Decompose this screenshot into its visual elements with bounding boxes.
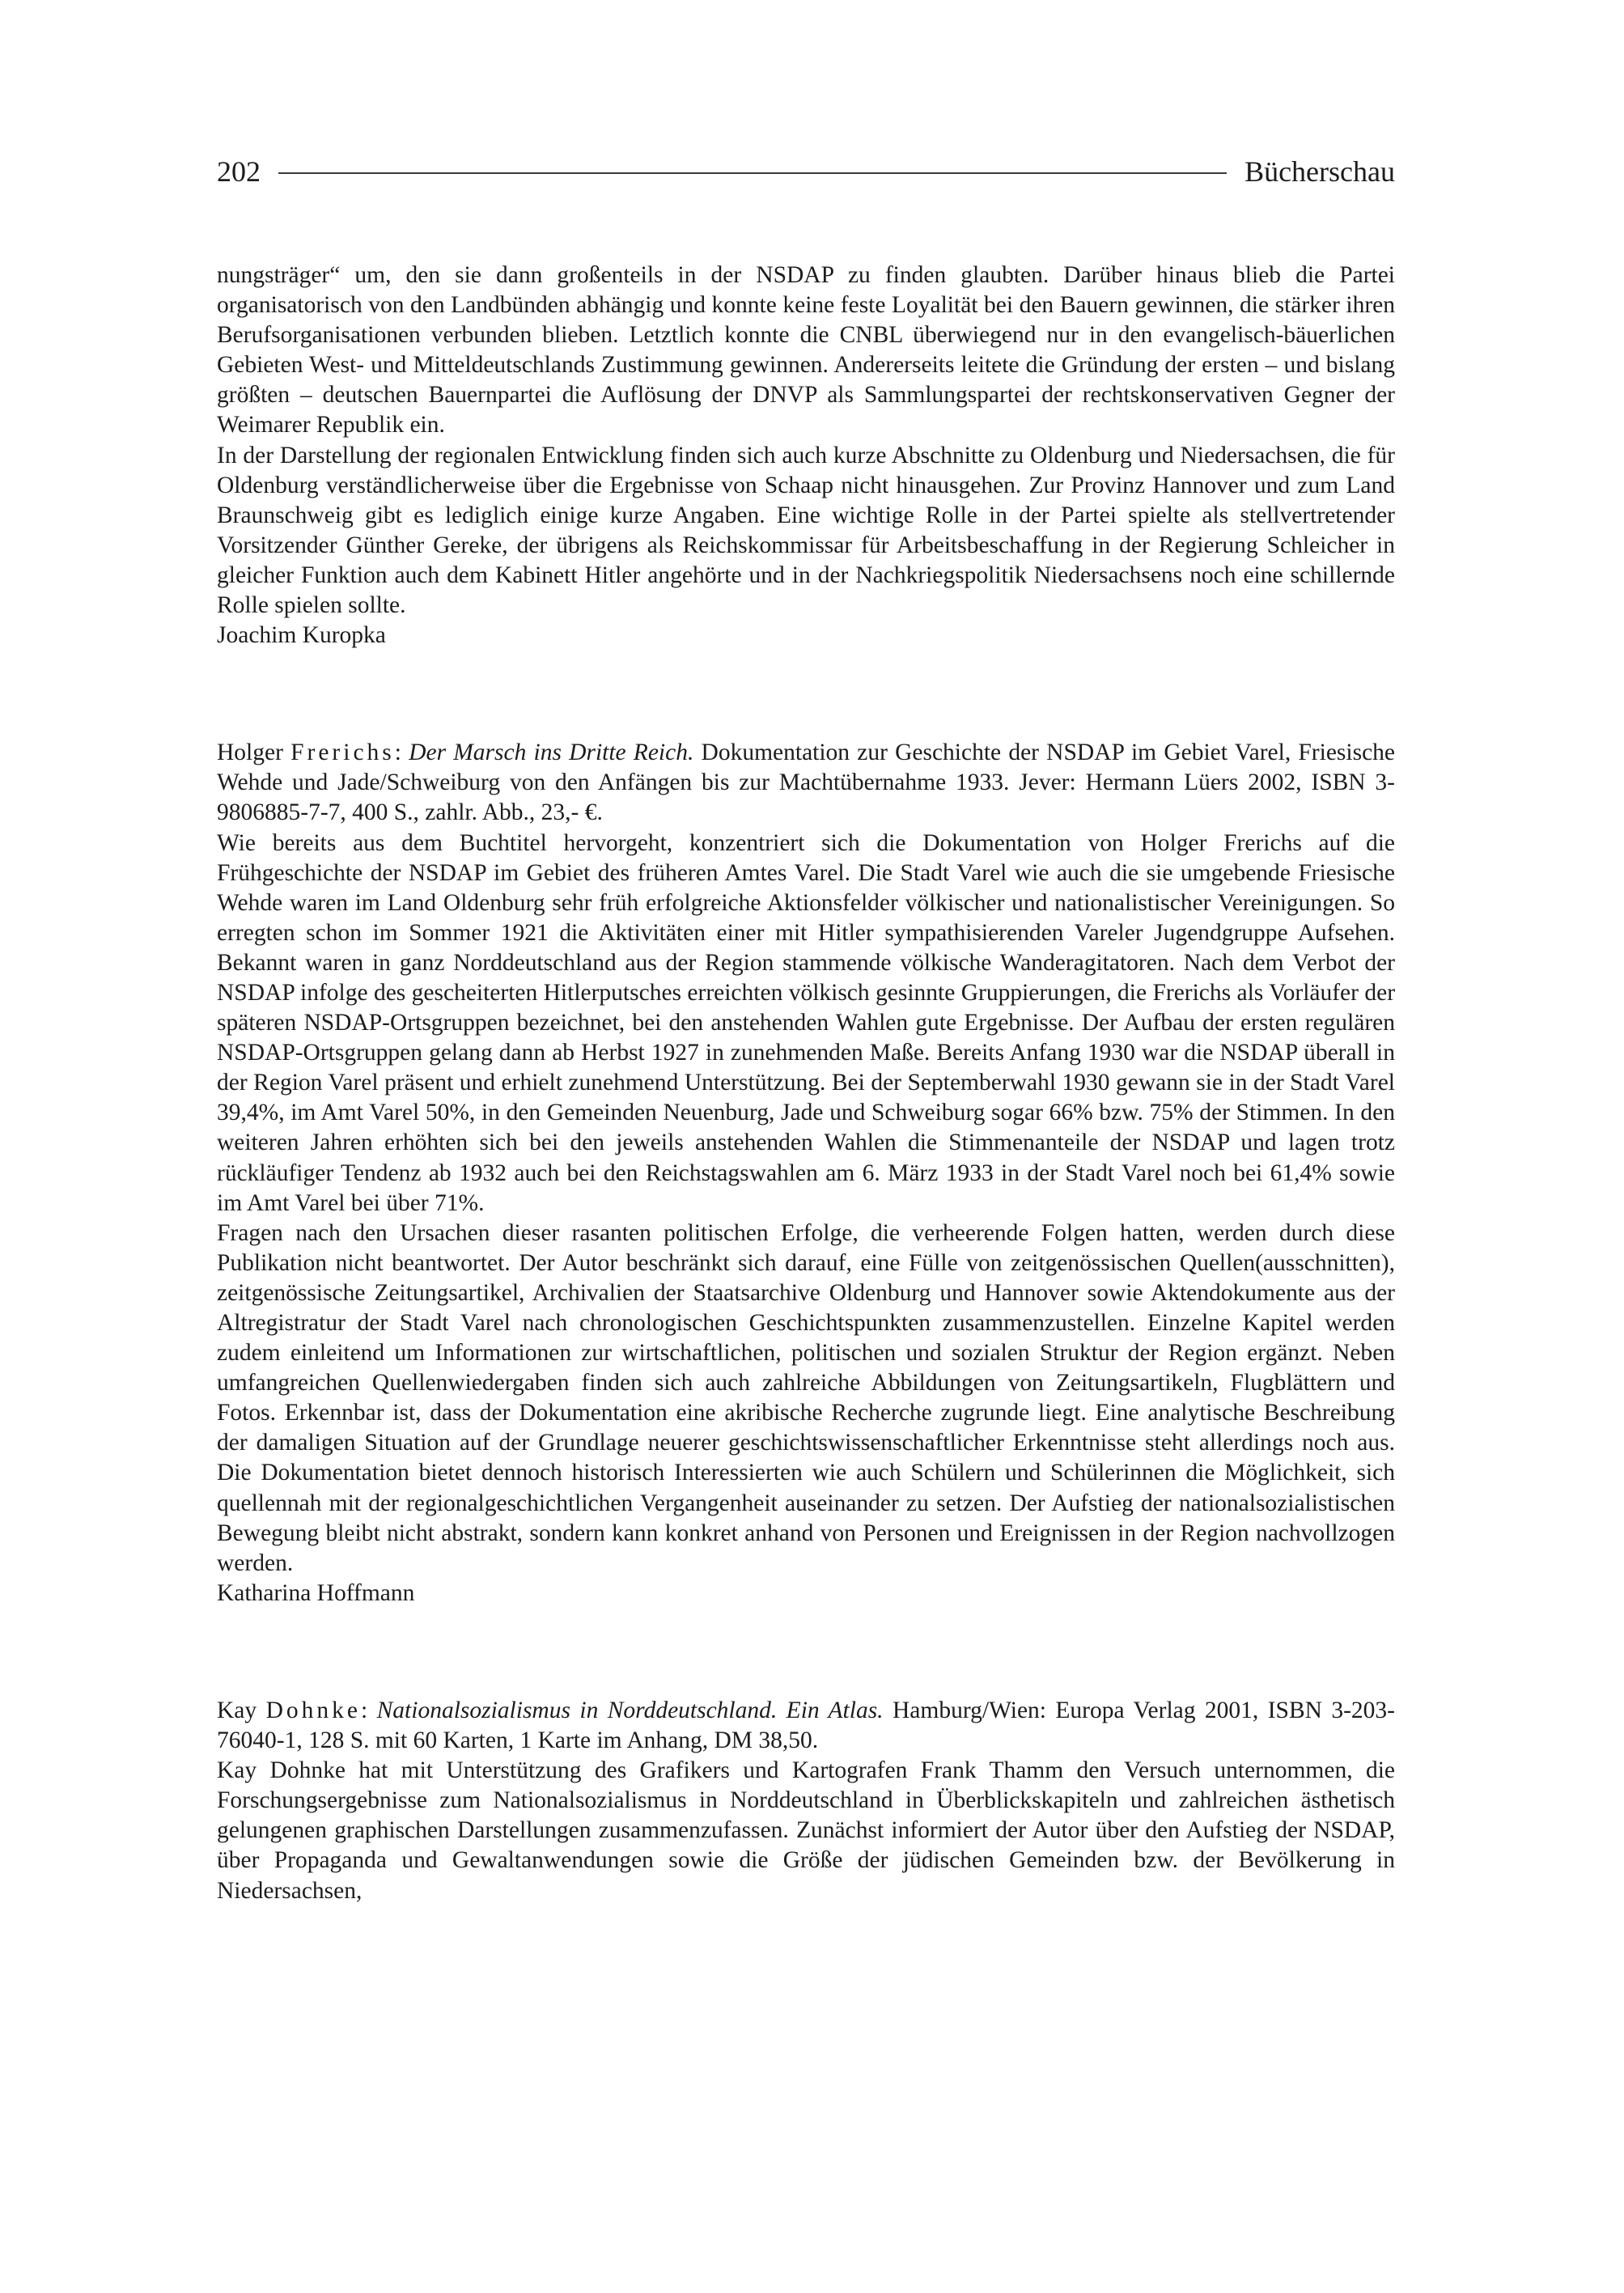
page-content [217,261,1395,1906]
header-rule [278,172,1227,174]
bibliography-details: Dokumentation zur Geschichte der NSDAP im Gebiet Varel, Friesische Wehde und Jade/Schweiburg von den Anfängen bis zur Machtübernahme 1933. Jever: Hermann Lüers 2002, ISBN 3-9806885-7-7, 400 S., zahlr. Abb., 23,- €. [217,740,1396,826]
author-last-name: Frerichs [290,740,395,766]
reviewer-name: Katharina Hoffmann [217,1579,415,1606]
review-paragraph: Wie bereits aus dem Buchtitel hervorgeht, konzentriert sich die Dokumentation von Holger Frerichs auf die Frühgeschichte der NSDAP im Gebiet des früheren Amtes Varel. Die Stadt Varel wie auch die sie umgebende Friesische Wehde waren im Land Oldenburg sehr früh erfolgreiche Aktionsfelder völkischer und nationalistischer Vereinigungen. So erregten schon im Sommer 1921 die Aktivitäten einer mit Hitler sympathisierenden Vareler Jugendgruppe Aufsehen. Bekannt waren in ganz Norddeutschland aus der Region stammende völkische Wanderagitatoren. Nach dem Verbot der NSDAP infolge des gescheiterten Hitlerputsches erreichten völkisch gesinnte Gruppierungen, die Frerichs als Vorläufer der späteren NSDAP-Ortsgruppen bezeichnet, bei den anstehenden Wahlen gute Ergebnisse. Der Aufbau der ersten regulären NSDAP-Ortsgruppen gelang dann ab Herbst 1927 in zunehmenden Maße. Bereits Anfang 1930 war die NSDAP überall in der Region Varel präsent und erhielt zunehmend Unterstützung. Bei der Septemberwahl 1930 gewann sie in der Stadt Varel 39,4%, im Amt Varel 50%, in den Gemeinden Neuenburg, Jade und Schweiburg sogar 66% bzw. 75% der Stimmen. In den weiteren Jahren erhöhten sich bei den jeweils anstehenden Wahlen die Stimmenanteile der NSDAP und lagen trotz rückläufiger Tendenz ab 1932 auch bei den Reichstagswahlen am 6. März 1933 in der Stadt Varel noch bei 61,4% sowie im Amt Varel bei über 71%. [217,829,1396,1216]
reviewer-name: Joachim Kuropka [217,622,386,649]
bibliographic-entry: Holger Frerichs: Der Marsch ins Dritte Reich. Dokumentation zur Geschichte der NSDAP im Gebiet Varel, Friesische Wehde und Jade/Schweiburg von den Anfängen bis zur Machtübernahme 1933. Jever: Hermann Lüers 2002, ISBN 3-9806885-7-7, 400 S., zahlr. Abb., 23,- €. [217,740,1396,826]
review-dohnke [217,1696,1395,1906]
running-head [217,154,1395,189]
section-gap [217,651,1395,738]
review-paragraph: Kay Dohnke hat mit Unterstützung des Grafikers und Kartografen Frank Thamm den Versuch unternommen, die Forschungsergebnisse zum Nationalsozialismus in Norddeutschland in Überblickskapiteln und zahlreichen ästhetisch gelungenen graphischen Darstellungen zusammenzufassen. Zunächst informiert der Autor über den Aufstieg der NSDAP, über Propaganda und Gewaltanwendungen sowie die Größe der jüdischen Gemeinden bzw. der Bevölkerung in Niedersachsen, [217,1757,1395,1904]
review-paragraph: nungsträger“ um, den sie dann großenteils in der NSDAP zu finden glaubten. Darüber hinaus blieb die Partei organisatorisch von den Landbünden abhängig und konnte keine feste Loyalität bei den Bauern gewinnen, die stärker ihren Berufsorganisationen verbunden blieben. Letztlich konnte die CNBL überwiegend nur in den evangelisch-bäuerlichen Gebieten West- und Mitteldeutschlands Zustimmung gewinnen. Andererseits leitete die Gründung der ersten – und bislang größten – deutschen Bauernpartei die Auflösung der DNVP als Sammlungspartei der rechtskonservativen Gegner der Weimarer Republik ein. [217,262,1395,439]
author-first-name: Kay [217,1697,257,1723]
page-number: 202 [217,155,261,188]
author-last-name: Dohnke [265,1697,361,1723]
book-title: Der Marsch ins Dritte Reich. [409,740,694,766]
book-title: Nationalsozialismus in Norddeutschland. Ein Atlas. [376,1697,884,1723]
review-paragraph: In der Darstellung der regionalen Entwicklung finden sich auch kurze Abschnitte zu Oldenburg und Niedersachsen, die für Oldenburg verständlicherweise über die Ergebnisse von Schaap nicht hinausgehen. Zur Provinz Hannover und zum Land Braunschweig gibt es lediglich einige kurze Angaben. Eine wichtige Rolle in der Partei spielte als stellvertretender Vorsitzender Günther Gereke, der übrigens als Reichskommissar für Arbeitsbeschaffung in der Regierung Schleicher in gleicher Funktion auch dem Kabinett Hitler angehörte und in der Nachkriegspolitik Niedersachsens noch eine schillernde Rolle spielen sollte. [217,442,1395,619]
review-paragraph: Fragen nach den Ursachen dieser rasanten politischen Erfolge, die verheerende Folgen hatten, werden durch diese Publikation nicht beantwortet. Der Autor beschränkt sich darauf, eine Fülle von zeitgenössischen Quellen(ausschnitten), zeitgenössische Zeitungsartikel, Archivalien der Staatsarchive Oldenburg und Hannover sowie Aktendokumente aus der Altregistratur der Stadt Varel nach chronologischen Geschichtspunkten zusammenzustellen. Einzelne Kapitel werden zudem einleitend um Informationen zur wirtschaftlichen, politischen und sozialen Struktur der Region ergänzt. Neben umfangreichen Quellenwiedergaben finden sich auch zahlreiche Abbildungen von Zeitungsartikeln, Flugblättern und Fotos. Erkennbar ist, dass der Dokumentation eine akribische Recherche zugrunde liegt. Eine analytische Beschreibung der damaligen Situation auf der Grundlage neuerer geschichtswissenschaftlicher Erkenntnisse steht allerdings noch aus. Die Dokumentation bietet dennoch historisch Interessierten wie auch Schülern und Schülerinnen die Möglichkeit, sich quellennah mit der regionalgeschichtlichen Vergangenheit auseinander zu setzen. Der Aufstieg der nationalsozialistischen Bewegung bleibt nicht abstrakt, sondern kann konkret anhand von Personen und Ereignissen in der Region nachvollzogen werden. [217,1219,1395,1576]
bibliographic-entry: Kay Dohnke: Nationalsozialismus in Norddeutschland. Ein Atlas. Hamburg/Wien: Europa Verlag 2001, ISBN 3-203-76040-1, 128 S. mit 60 Karten, 1 Karte im Anhang, DM 38,50. [217,1697,1395,1754]
section-gap [217,1608,1395,1696]
document-page [217,154,1395,1906]
section-title: Bücherschau [1245,155,1395,188]
review-frerichs [217,738,1395,1608]
author-first-name: Holger [217,740,283,766]
bibliography-details: Hamburg/Wien: Europa Verlag 2001, ISBN 3-203-76040-1, 128 S. mit 60 Karten, 1 Karte im Anhang, DM 38,50. [217,1697,1395,1754]
review-kuropka [217,261,1395,651]
